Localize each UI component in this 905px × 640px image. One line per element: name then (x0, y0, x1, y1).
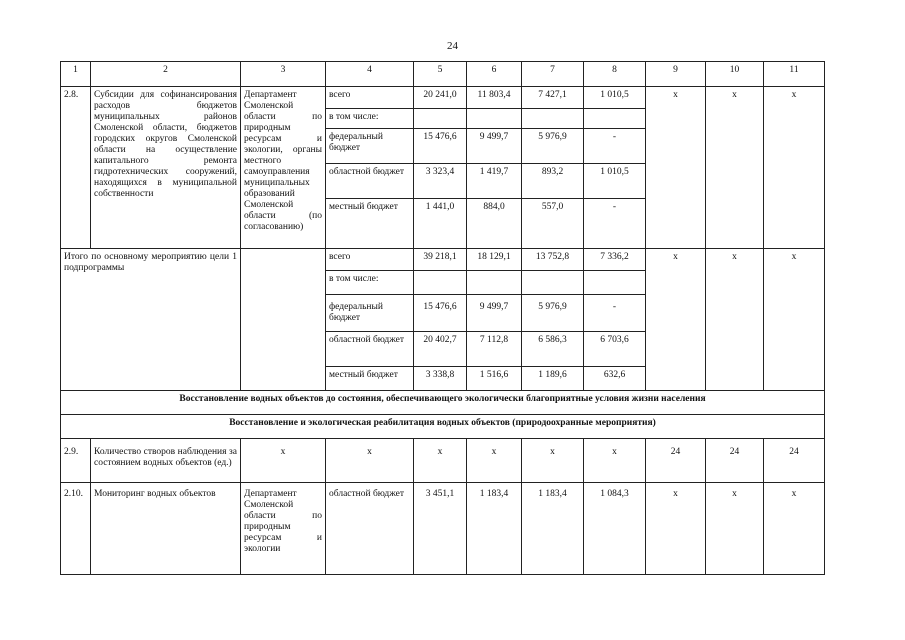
cell: x (706, 483, 764, 575)
table-row (61, 249, 825, 271)
cell: 24 (646, 439, 706, 483)
section-heading: Восстановление водных объектов до состояния, обеспечивающего экологически благоприятные условия жизни населения (61, 391, 825, 415)
measure-name: Субсидии для софинансирования расходов бюджетов муниципальных районов Смоленской области, бюджетов городских округов Смоленской области на осуществление капитального ремонта гидротехнических сооружений, находящихся в муниципальной собственности (91, 87, 241, 249)
funding-source: местный бюджет (326, 199, 414, 249)
section-row (61, 415, 825, 439)
cell: 1 516,6 (467, 367, 522, 391)
cell: 3 451,1 (414, 483, 467, 575)
cell: 9 499,7 (467, 295, 522, 332)
cell: - (584, 199, 646, 249)
cell: x (764, 483, 825, 575)
row-number: 2.8. (61, 87, 91, 249)
executor: Департамент Смоленской области по природным ресурсам и экологии, органы местного самоуправления муниципальных образований Смоленской области (по согласованию) (241, 87, 326, 249)
col-header: 7 (522, 62, 584, 87)
total-label: Итого по основному мероприятию цели 1 подпрограммы (61, 249, 241, 391)
funding-source: областной бюджет (326, 332, 414, 367)
table-row (61, 483, 825, 575)
table-row (61, 87, 825, 109)
col-header: 8 (584, 62, 646, 87)
cell: 7 336,2 (584, 249, 646, 271)
cell: 7 112,8 (467, 332, 522, 367)
cell: 1 189,6 (522, 367, 584, 391)
cell: x (522, 439, 584, 483)
col-header: 4 (326, 62, 414, 87)
cell: 18 129,1 (467, 249, 522, 271)
funding-source: в том числе: (326, 271, 414, 295)
cell: 24 (706, 439, 764, 483)
funding-source: областной бюджет (326, 164, 414, 199)
cell: - (584, 295, 646, 332)
cell: 6 703,6 (584, 332, 646, 367)
col-header: 3 (241, 62, 326, 87)
header-row (61, 62, 825, 87)
cell: 1 010,5 (584, 87, 646, 109)
cell: x (764, 249, 825, 391)
cell: 24 (764, 439, 825, 483)
cell: 1 441,0 (414, 199, 467, 249)
measure-name: Мониторинг водных объектов (91, 483, 241, 575)
col-header: 5 (414, 62, 467, 87)
funding-source: в том числе: (326, 109, 414, 129)
funding-source: всего (326, 249, 414, 271)
cell: 7 427,1 (522, 87, 584, 109)
cell: 20 402,7 (414, 332, 467, 367)
cell: 1 183,4 (522, 483, 584, 575)
cell: x (706, 249, 764, 391)
col-header: 9 (646, 62, 706, 87)
table-row (61, 439, 825, 483)
col-header: 10 (706, 62, 764, 87)
funding-source: федеральный бюджет (326, 129, 414, 164)
cell: x (241, 439, 326, 483)
funding-source: областной бюджет (326, 483, 414, 575)
cell: x (467, 439, 522, 483)
cell: x (584, 439, 646, 483)
cell: 11 803,4 (467, 87, 522, 109)
cell: x (646, 87, 706, 249)
cell: x (326, 439, 414, 483)
cell: - (584, 129, 646, 164)
section-row (61, 391, 825, 415)
col-header: 6 (467, 62, 522, 87)
cell: 6 586,3 (522, 332, 584, 367)
cell: 39 218,1 (414, 249, 467, 271)
cell: 1 419,7 (467, 164, 522, 199)
budget-table (60, 61, 825, 575)
executor: Департамент Смоленской области по природным ресурсам и экологии (241, 483, 326, 575)
funding-source: всего (326, 87, 414, 109)
cell: x (646, 483, 706, 575)
cell: 1 183,4 (467, 483, 522, 575)
col-header: 1 (61, 62, 91, 87)
section-heading: Восстановление и экологическая реабилитация водных объектов (природоохранные мероприятия) (61, 415, 825, 439)
page-number: 24 (447, 40, 458, 52)
cell: x (764, 87, 825, 249)
row-number: 2.9. (61, 439, 91, 483)
cell: x (414, 439, 467, 483)
cell: 557,0 (522, 199, 584, 249)
row-number: 2.10. (61, 483, 91, 575)
col-header: 2 (91, 62, 241, 87)
cell: 5 976,9 (522, 295, 584, 332)
funding-source: местный бюджет (326, 367, 414, 391)
cell: 9 499,7 (467, 129, 522, 164)
cell: 3 323,4 (414, 164, 467, 199)
cell: x (706, 87, 764, 249)
cell: 15 476,6 (414, 129, 467, 164)
cell: 3 338,8 (414, 367, 467, 391)
measure-name: Количество створов наблюдения за состоянием водных объектов (ед.) (91, 439, 241, 483)
cell: 20 241,0 (414, 87, 467, 109)
cell: x (646, 249, 706, 391)
cell: 13 752,8 (522, 249, 584, 271)
cell: 893,2 (522, 164, 584, 199)
funding-source: федеральный бюджет (326, 295, 414, 332)
cell: 1 010,5 (584, 164, 646, 199)
cell: 632,6 (584, 367, 646, 391)
cell: 15 476,6 (414, 295, 467, 332)
cell: 5 976,9 (522, 129, 584, 164)
cell: 1 084,3 (584, 483, 646, 575)
col-header: 11 (764, 62, 825, 87)
cell: 884,0 (467, 199, 522, 249)
